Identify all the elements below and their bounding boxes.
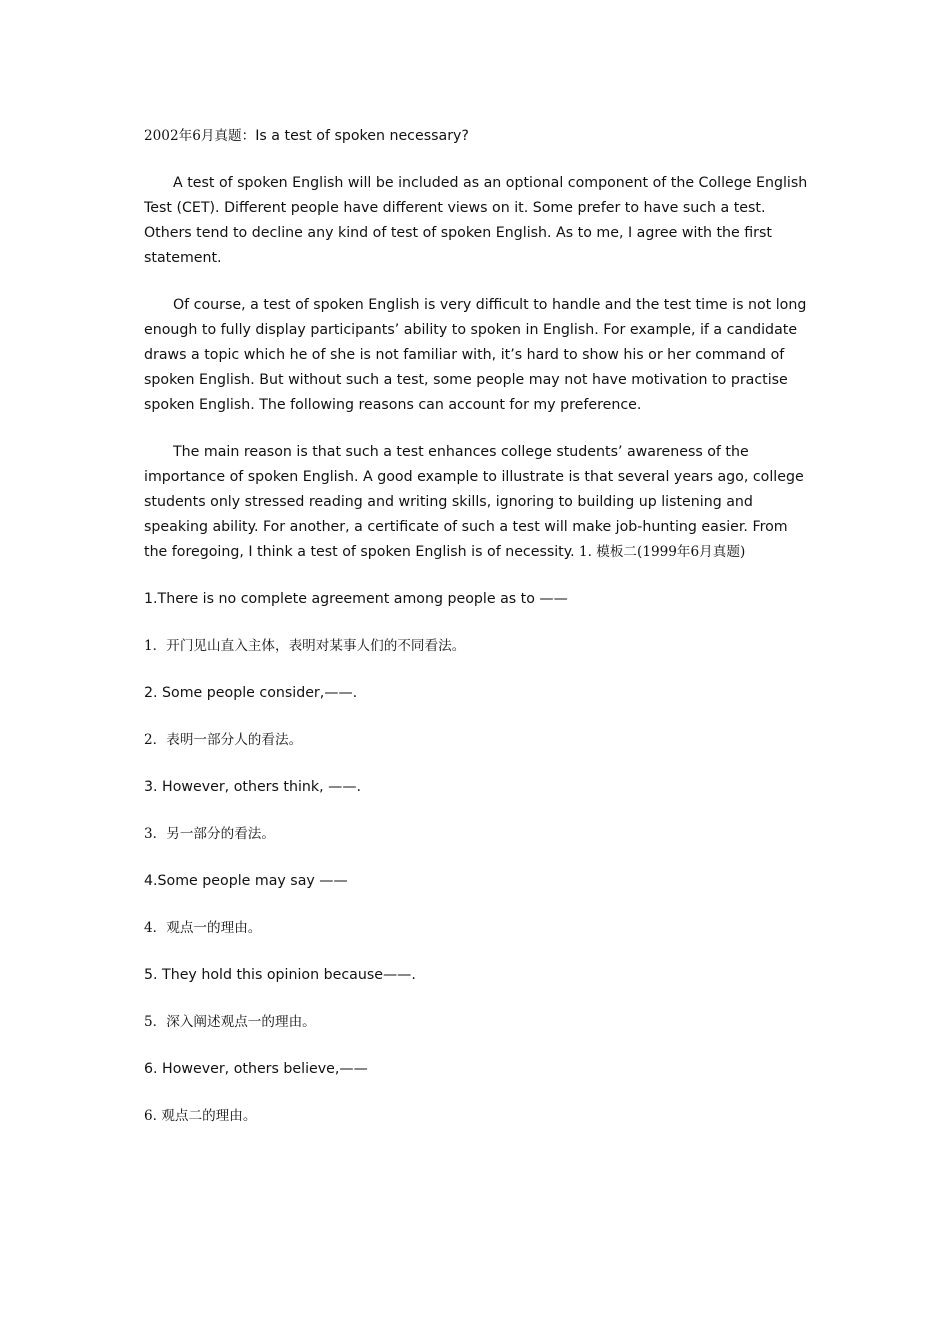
- paragraph-1: A test of spoken English will be included as an optional component of the College English Test (CET). Different people have different views on it. Some prefer to have such a test. Others tend to decline any kind of test of spoken English. As to me, I agree with the first statement.: [144, 175, 808, 266]
- template-line-4-en: 4.Some people may say ——: [144, 873, 348, 889]
- template-line-3-zh: 3．另一部分的看法。: [144, 826, 275, 842]
- paragraph-2: Of course, a test of spoken English is very difficult to handle and the test time is not long enough to fully display participants’ ability to spoken in English. For example, if a candidate draws a topic which he of she is not familiar with, it’s hard to show his or her command of spoken English. But without such a test, some people may not have motivation to practise spoken English. The following reasons can account for my preference.: [144, 297, 807, 413]
- title-prefix: 2002年6月真题：: [144, 128, 256, 144]
- title-text: Is a test of spoken necessary?: [255, 128, 469, 144]
- paragraph-3: [144, 440, 808, 565]
- template-line-5-zh: 5．深入阐述观点一的理由。: [144, 1014, 316, 1030]
- template-line-2-zh: 2．表明一部分人的看法。: [144, 732, 303, 748]
- template-line-5-en: 5. They hold this opinion because——.: [144, 967, 416, 983]
- document-body: [144, 124, 808, 1151]
- template-line-1-zh: 1．开门见山直入主体，表明对某事人们的不同看法。: [144, 638, 466, 654]
- template-line-6-zh: 6. 观点二的理由。: [144, 1108, 257, 1124]
- document-title: [144, 124, 808, 149]
- template-line-2-en: 2. Some people consider,——.: [144, 685, 358, 701]
- template-line-1-en: 1.There is no complete agreement among people as to ——: [144, 591, 568, 607]
- template-line-3-en: 3. However, others think, ——.: [144, 779, 362, 795]
- paragraph-3-tail: 1. 模板二(1999年6月真题): [574, 544, 746, 560]
- template-line-6-en: 6. However, others believe,——: [144, 1061, 368, 1077]
- paragraph-3-text: The main reason is that such a test enhances college students’ awareness of the importance of spoken English. A good example to illustrate is that several years ago, college students only stressed reading and writing skills, ignoring to building up listening and speaking ability. For another, a certificate of such a test will make job-hunting easier. From the foregoing, I think a test of spoken English is of necessity.: [144, 444, 804, 560]
- template-line-4-zh: 4．观点一的理由。: [144, 920, 262, 936]
